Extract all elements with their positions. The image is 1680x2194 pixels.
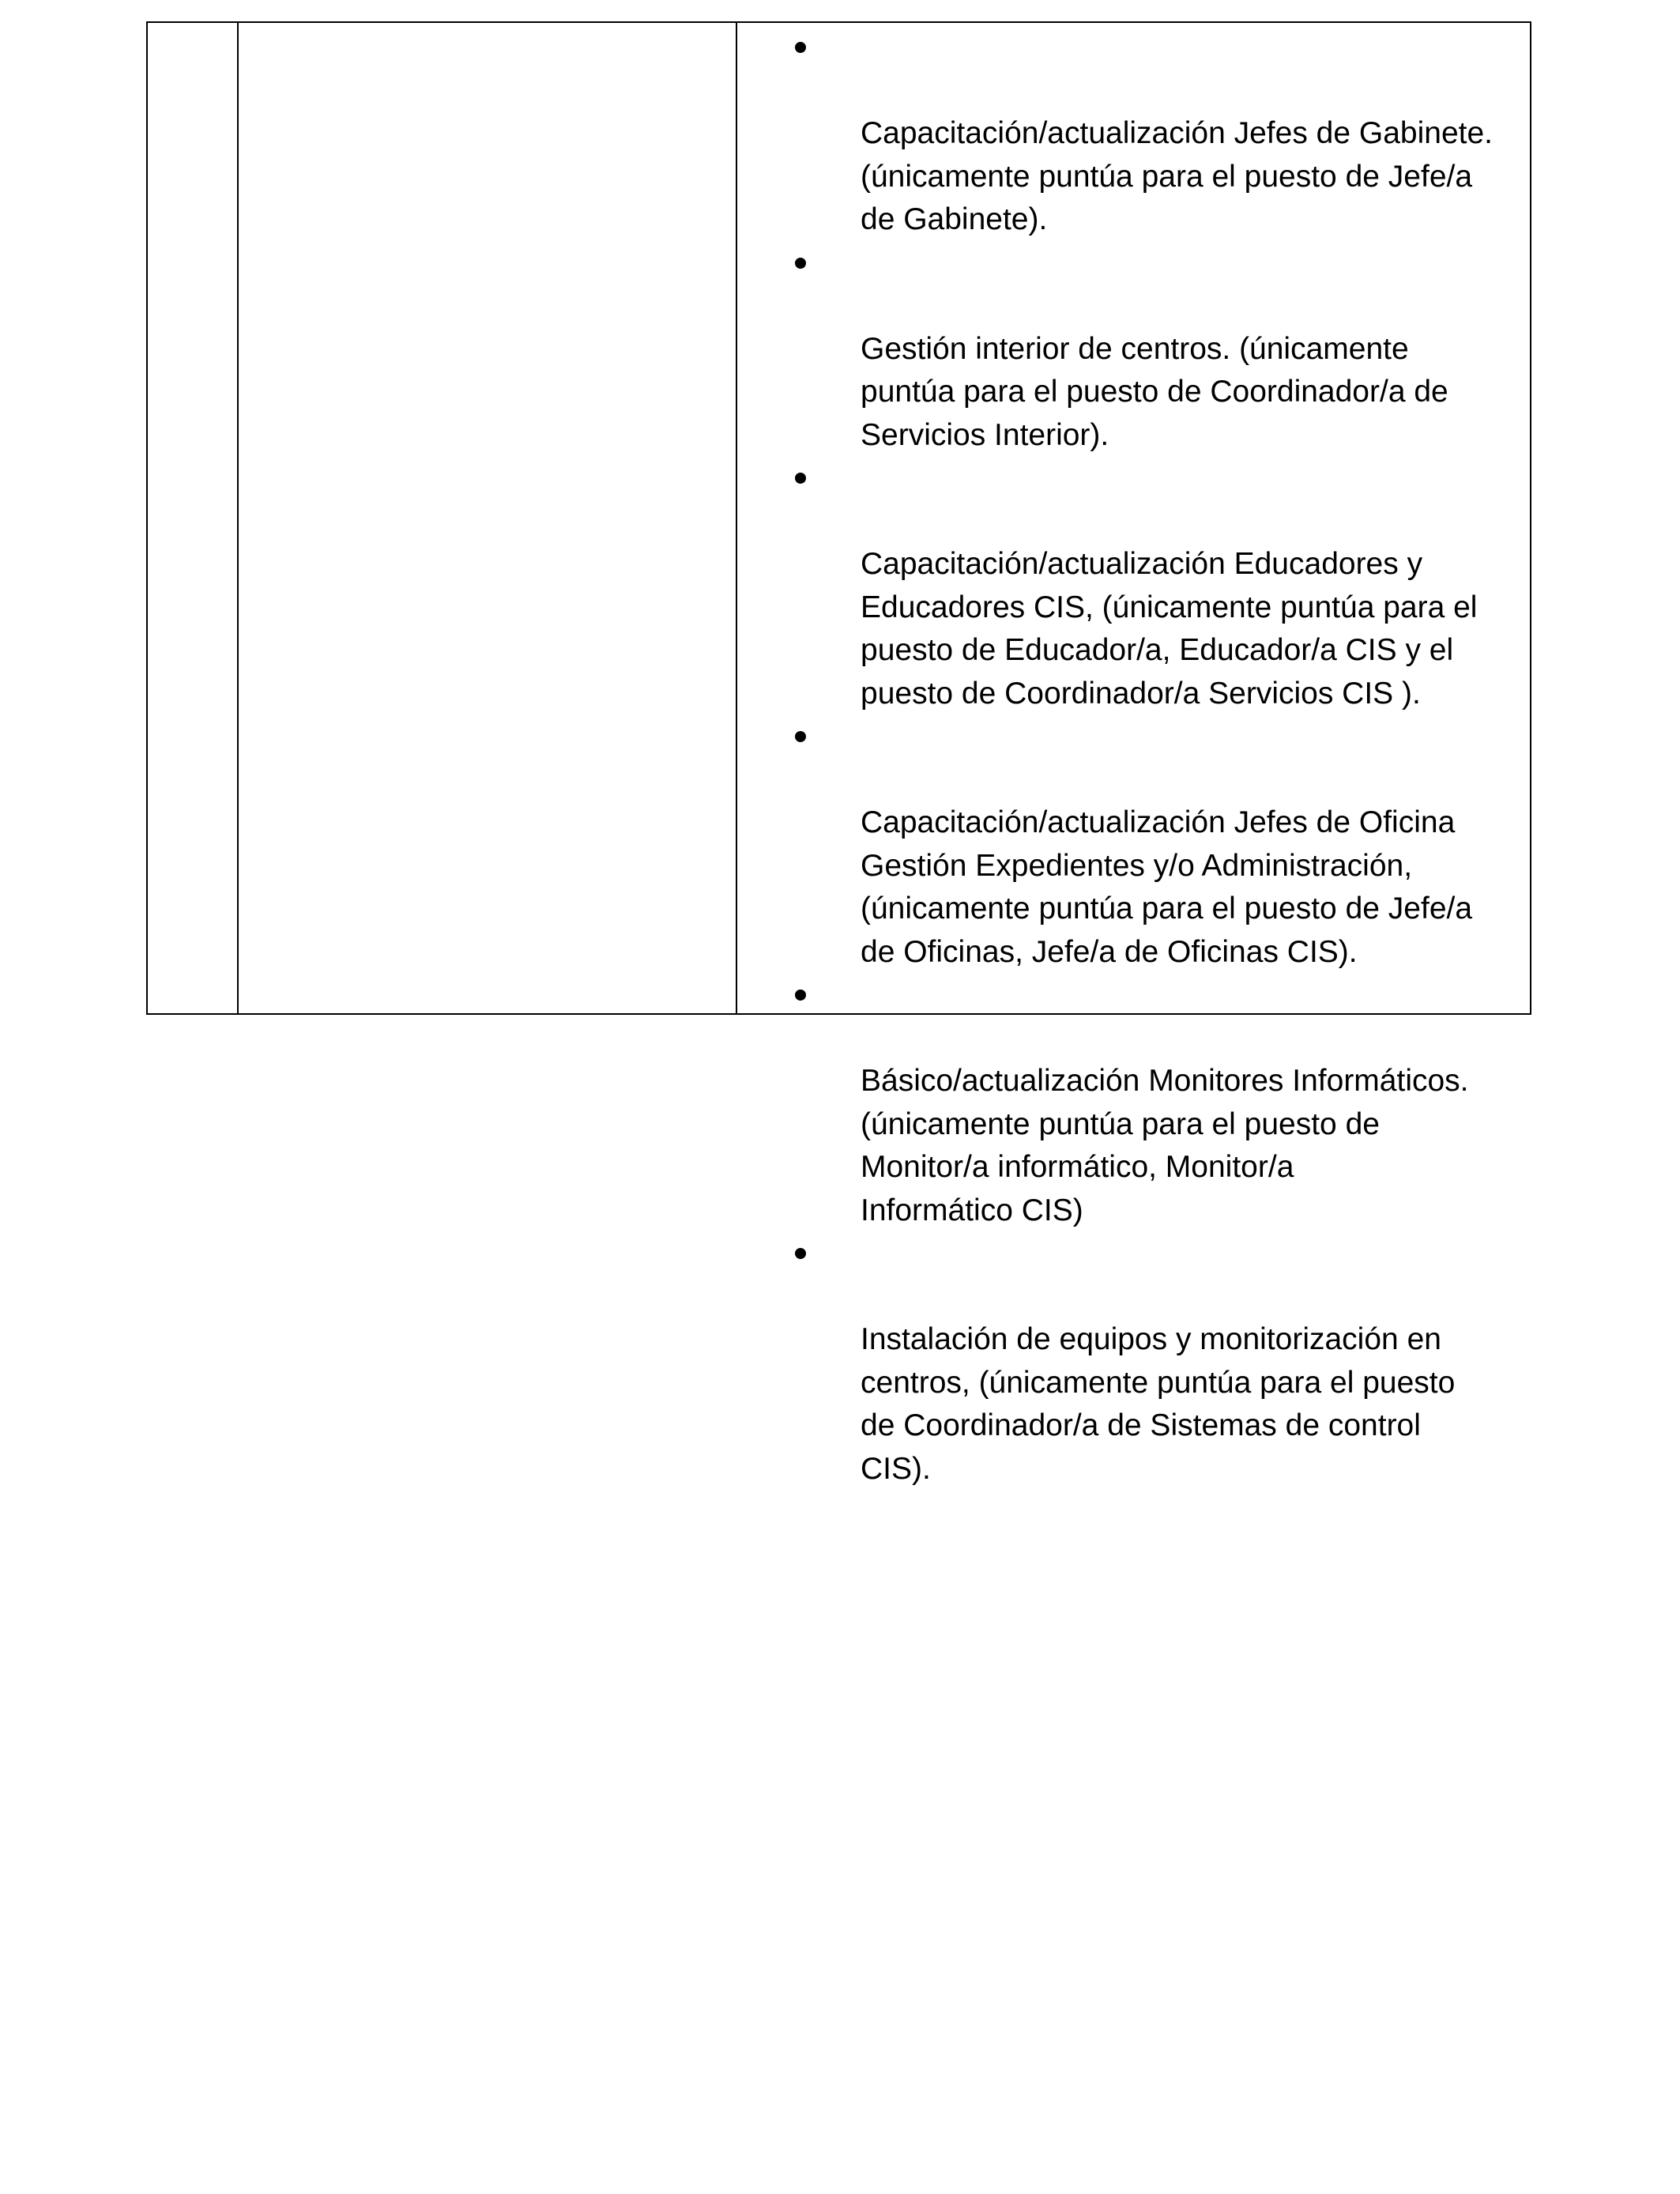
list-item-text: Instalación de equipos y monitorización en centros, (únicamente puntúa para el puesto de Coordinador/a de Sistemas de control CIS).: [861, 1322, 1456, 1486]
list-item: [737, 715, 1530, 974]
bullet-icon: [795, 1248, 806, 1259]
list-item-text: Capacitación/actualización Jefes de Gabinete. (únicamente puntúa para el puesto de Jefe/a de Gabinete).: [861, 116, 1493, 236]
bullet-icon: [795, 990, 806, 1001]
list-item-text: Capacitación/actualización Jefes de Oficina Gestión Expedientes y/o Administración, (únicamente puntúa para el puesto de Jefe/a de Oficinas, Jefe/a de Oficinas CIS).: [861, 805, 1473, 969]
list-item: [737, 457, 1530, 715]
list-item-text: Gestión interior de centros. (únicamente puntúa para el puesto de Coordinador/a de Servicios Interior).: [861, 331, 1448, 452]
table-cell-criteria: [737, 23, 1530, 1486]
table-cell-description: [239, 23, 737, 1013]
document-table: [146, 21, 1531, 1486]
bullet-icon: [795, 258, 806, 269]
list-item: [737, 26, 1530, 242]
bullet-icon: [795, 473, 806, 484]
list-item: [737, 242, 1530, 458]
list-item: [737, 1232, 1530, 1491]
list-item: [737, 974, 1530, 1232]
table-cell-number: [148, 23, 239, 1013]
list-item-text: Básico/actualización Monitores Informáticos. (únicamente puntúa para el puesto de Monitor/a informático, Monitor/a Informático CIS): [861, 1064, 1469, 1227]
list-item-text: Capacitación/actualización Educadores y Educadores CIS, (únicamente puntúa para el puesto de Educador/a, Educador/a CIS y el puesto de Coordinador/a Servicios CIS ).: [861, 547, 1478, 711]
bullet-list: [737, 23, 1530, 1491]
bullet-icon: [795, 731, 806, 742]
bullet-icon: [795, 42, 806, 53]
